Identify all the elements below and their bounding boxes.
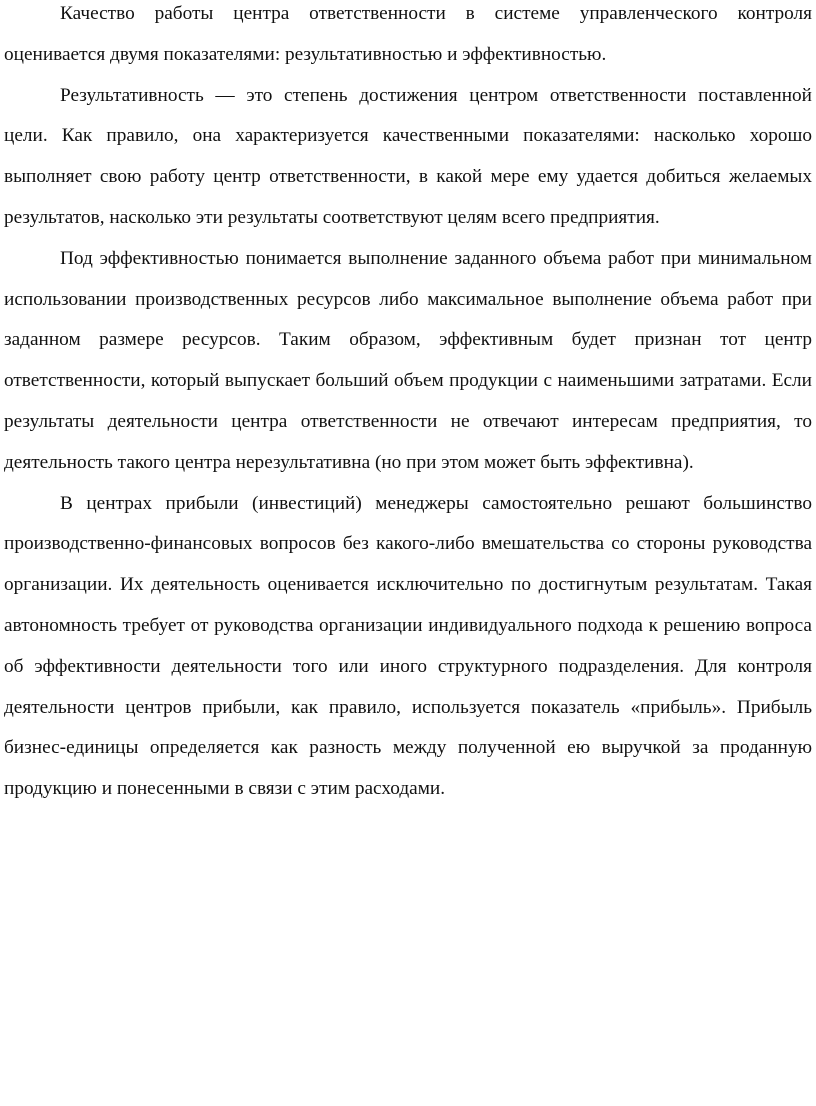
- paragraph-3: Под эффективностью понимается выполнение заданного объема работ при минимальном использовании производственных ресурсов либо максимальное выполнение объема работ при заданном размере ресурсов. Таким образом, эффективным будет признан тот центр ответственности, который выпускает больший объем продукции с наименьшими затратами. Если результаты деятельности центра ответственности не отвечают интересам предприятия, то деятельность такого центра нерезультативна (но при этом может быть эффективна).: [4, 247, 812, 473]
- paragraph-4: В центрах прибыли (инвестиций) менеджеры самостоятельно решают большинство производственно-финансовых вопросов без какого-либо вмешательства со стороны руководства организации. Их деятельность оценивается исключительно по достигнутым результатам. Такая автономность требует от руководства организации индивидуального подхода к решению вопроса об эффективности деятельности того или иного структурного подразделения. Для контроля деятельности центров прибыли, как правило, используется показатель «прибыль». Прибыль бизнес-единицы определяется как разность между полученной ею выручкой за проданную продукцию и понесенными в связи с этим расходами.: [4, 492, 812, 800]
- paragraph-2: Результативность — это степень достижения центром ответственности поставленной цели. Как правило, она характеризуется качественными показателями: насколько хорошо выполняет свою работу центр ответственности, в какой мере ему удается добиться желаемых результатов, насколько эти результаты соответствуют целям всего предприятия.: [4, 84, 812, 228]
- paragraph-1: Качество работы центра ответственности в системе управленческого контроля оценивается двумя показателями: результативностью и эффективностью.: [4, 3, 812, 65]
